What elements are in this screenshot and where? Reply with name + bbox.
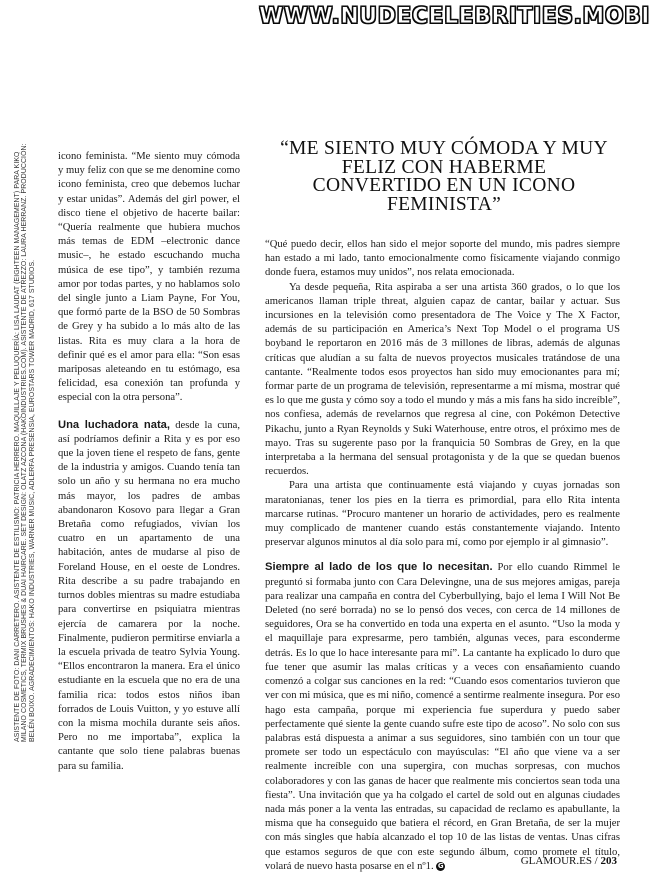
section-lead: Una luchadora nata, — [58, 418, 171, 431]
right-paragraph-4 — [265, 560, 620, 873]
left-paragraph-2 — [58, 418, 240, 774]
photo-credits-text: ASISTENTE DE FOTO: DANI CARRETERO. ASISTENTE DE ESTILISMO: PATRICIA HERRERO. MAQUILLAJE Y PELUQUERÍA: LISA LAUDAT (EIGHTEEN MANAGEMENT) PARA KIKO MILANO COSMETICS, TERMIX BRUSHES & DUAI HAIRCARE. SET DESIGN: OLATZ AZCONA (HAKOINDUSTRIES.COM). ASISTENTE DE ATREZZO: LAURA HERRANZ. PRODUCCIÓN: BELÉN BOIXO. AGRADECIMIENTOS: HAKO INDUSTRIES, WARNER MUSIC, ADLERFA PRESENSIA, EUROSTARS TOWER MADRID, 617 STUDIOS. — [14, 143, 36, 742]
end-mark-icon: G — [437, 861, 444, 870]
photo-credits — [14, 130, 36, 742]
left-column — [58, 150, 240, 774]
magazine-brand: GLAMOUR.ES / — [520, 855, 598, 867]
section-lead: Siempre al lado de los que lo necesitan. — [265, 561, 493, 574]
right-paragraph-4-body: Por ello cuando Rimmel le preguntó si formaba junto con Cara Delevingne, una de sus mejores amigas, pareja para realizar una campaña en contra del Cyberbullying, bajo el lema I Will Not Be Deleted (no seré borrada) no se lo pensó dos veces, con cerca de 14 millones de seguidores, Ora se ha convertido en toda una experta en el asunto. “Uso la moda y el maquillaje para expresarme, pero también, algunas veces, para esconderme detrás. Es lo que lo hace interesante para mí”. La cantante ha explicado lo duro que fue tener que asumir las malas críticas y a veces con ensañamiento cuando comenzó a colgar sus canciones en la red: “Cuando esos comentarios tuvieron que ver con mi música, que es mi niño, comencé a sentirme realmente insegura. Por eso hago esta campaña, porque mi experiencia fue superdura y puedo saber perfectamente qué siente la gente cuando sufre este tipo de acoso”. No solo con sus palabras está dispuesta a animar a sus seguidores, sino también con un tour que promete ser todo un espectáculo con mayúsculas: “El año que viene va a ser realmente increíble con una supergira, con muchas sorpresas, con muchos colaboradores y con las ganas de hacer que realmente mis conciertos sean toda una fiesta”. Una invitación que ya ha colgado el cartel de sold out en algunas ciudades nada más poner a la venta las entradas, su capacidad de reclamo es apabullante, la misma que ha conseguido que batiera el récord, en Gran Bretaña, de ser la mujer con más singles que había alcanzado el top 10 de las listas de ventas. Unas cifras que estamos seguros de que con este segundo álbum, como promete el título, volará de nuevo hasta posarse en el nº1. — [265, 562, 620, 872]
left-paragraph-2-body: desde la cuna, así podríamos definir a Rita y es por eso que la joven tiene el respeto de fans, gente de la industria y amigos. Cuando tenía tan solo un año y su hermana no era mucho más mayor, los padres de ambas abandonaron Kosovo para llegar a Gran Bretaña como refugiados, vivían los cuatro en un apartamento de una habitación, antes de mudarse al piso de Foreland House, en el oeste de Londres. Rita describe a su padre trabajando en turnos dobles mientras su madre estudiaba para convertirse en psiquiatra mientras ejercía de camarera por la noche. Finalmente, pudieron permitirse enviarla a la escuela privada de teatro Sylvia Young. “Ellos encontraron la manera. Era el único estudiante en la escuela que no era de una familia rica: todos estos niños iban forrados de Louis Vuitton, y yo estuve allí con la misma mochila durante seis años. Pero no me importaba”, explica la cantante que solo tiene palabras buenas para su familia. — [58, 419, 240, 772]
page-number: 203 — [600, 855, 617, 867]
watermark: WWW.NUDECELEBRITIES.MOBI — [258, 4, 650, 29]
page-footer — [521, 855, 617, 867]
left-paragraph-1: icono feminista. “Me siento muy cómoda y muy feliz con que se me denomine como icono feminista, creo que debemos luchar y estar unidas”. Además del girl power, el disco tiene el objetivo de hacerte bailar: “Quería realmente que hubiera muchos más temas de EDM –electronic dance music–, he estado escuchando mucha música de ese tipo”, y también rezuma amor por todas partes, y no hablamos solo del single junto a Liam Payne, For You, que formó parte de la BSO de 50 Sombras de Grey y ha subido a lo más alto de las listas. Rita es muy clara a la hora de definir qué es el amor para ella: “Son esas mariposas aleteando en tu estómago, esa felicidad, esa conexión tan profunda y especial con la otra persona”. — [58, 151, 240, 404]
pull-quote: “ME SIENTO MUY CÓMODA Y MUY FELIZ CON HABERME CONVERTIDO EN UN ICONO FEMINISTA” — [280, 138, 608, 215]
right-column — [265, 238, 620, 874]
right-paragraph-1: “Qué puedo decir, ellos han sido el mejor soporte del mundo, mis padres siempre han estado a mi lado, tanto emocionalmente como físicamente viajando conmigo donde fuera, estamos muy unidos”, nos relata emocionada. — [265, 239, 620, 279]
right-paragraph-2: Ya desde pequeña, Rita aspiraba a ser una artista 360 grados, o lo que los americanos llaman triple threat, alguien capaz de cantar, bailar y actuar. Sus incursiones en la televisión como presentadora de The Voice y The X Factor, además de su participación en America’s Next Top Model o el programa US boyband le reportaron en 2016 más de 3 millones de libras, además de algunas críticas que aludían a su falta de nuevos proyectos musicales tratándose de una cantante. “Realmente todos esos proyectos han sido muy emocionantes para mí; formar parte de un programa de televisión, representarme a mí misma, mostrar qué es lo que me gusta y cómo soy a todo el mundo y más a mis fans ha sido increíble”, nos confiesa, además de revelarnos que regresa al cine, con Pokémon Detective Pikachu, junto a Ryan Reynolds y Suki Waterhouse, entre otros, el próximo mes de mayo. Tras su sugerente paso por la franquicia 50 Sombras de Grey, en la que interpretaba a la hermana del sensual protagonista y de la que se quedan buenos recuerdos. — [265, 281, 620, 478]
right-paragraph-3: Para una artista que continuamente está viajando y cuyas jornadas son maratonianas, tener los pies en la tierra es primordial, para ello Rita intenta marcarse rutinas. “Procuro mantener un horario de actividades, pero es realmente muy complicado de mantener cuando estás constantemente viajando. Intento preservar algunos minutos al día solo para mí, como por ejemplo ir al gimnasio”. — [265, 480, 620, 549]
